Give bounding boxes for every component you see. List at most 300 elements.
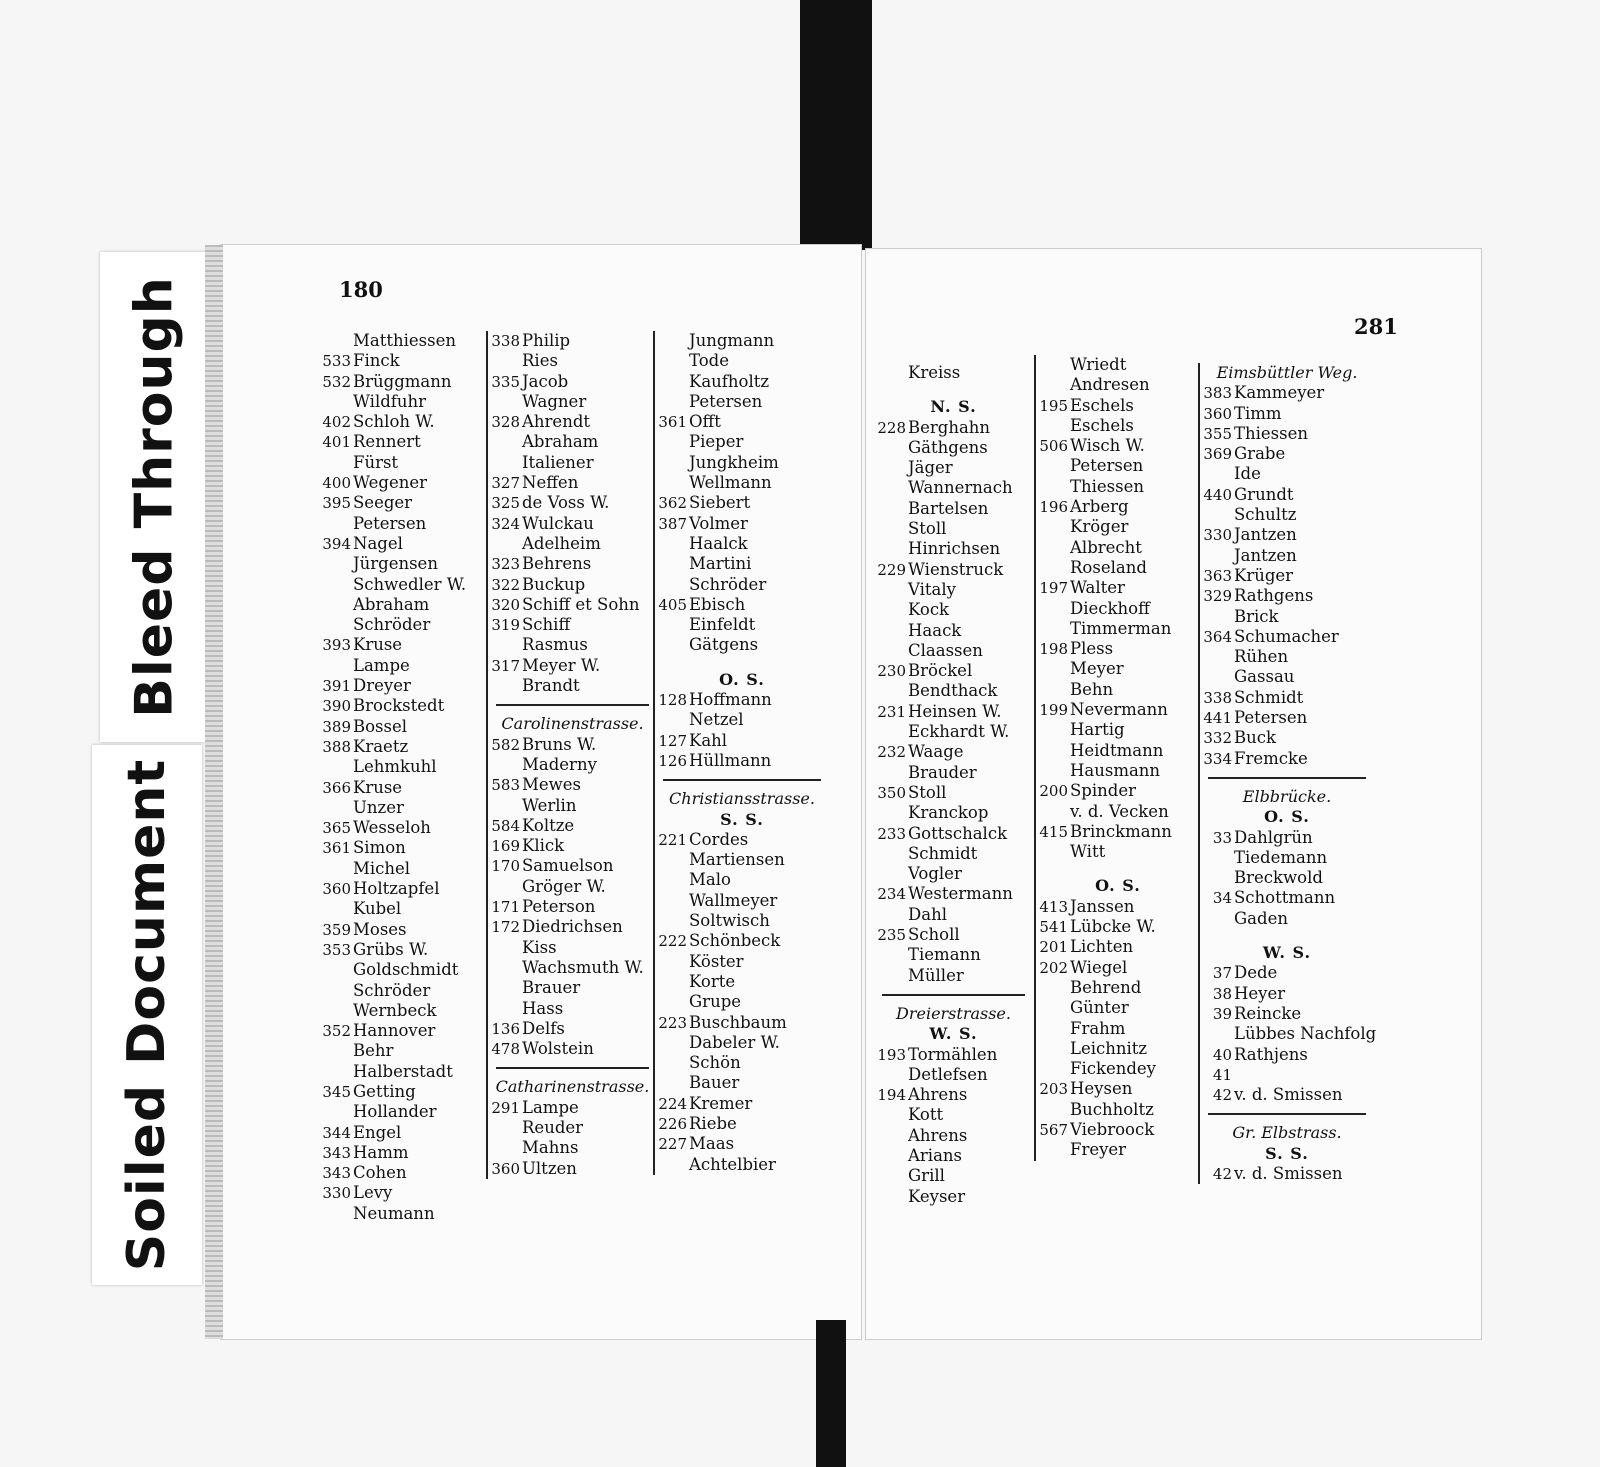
resident-entry [876,1085,1031,1105]
resident-name: Ries [522,351,558,371]
resident-entry [321,372,483,392]
resident-name: Maas [689,1134,735,1154]
resident-name: Spinder [1070,781,1136,801]
resident-name: Bossel [353,716,408,736]
resident-name: Freyer [1070,1140,1127,1160]
resident-name: Gröger W. [522,876,606,896]
house-number: 194 [877,1086,906,1105]
resident-entry [1202,688,1372,708]
house-number: 360 [1203,404,1232,423]
resident-name: Jantzen [1234,545,1297,565]
house-number: 395 [322,494,351,513]
resident-entry [490,473,655,493]
resident-entry [1038,978,1198,998]
house-number: 390 [322,697,351,716]
resident-name: Kröger [1070,517,1129,537]
resident-entry [1038,741,1198,761]
left-page-column-1 [321,331,483,1224]
resident-entry [657,514,827,534]
house-number: 41 [1212,1065,1232,1084]
house-number: 34 [1212,889,1232,908]
resident-entry [1202,1164,1372,1184]
resident-entry [321,899,483,919]
house-number: 38 [1212,984,1232,1003]
house-number: 363 [1203,566,1232,585]
resident-name: Italiener [522,452,594,472]
resident-entry [876,621,1031,641]
resident-entry [876,1065,1031,1085]
house-number: 193 [877,1045,906,1064]
resident-entry [657,493,827,513]
house-number: 171 [491,898,520,917]
resident-entry [1038,680,1198,700]
resident-name: Martini [689,554,752,574]
house-number: 383 [1203,384,1232,403]
resident-entry [657,830,827,850]
resident-name: Koltze [522,815,575,835]
resident-name: Andresen [1070,375,1150,395]
resident-name: Roseland [1070,557,1147,577]
resident-entry [1038,998,1198,1018]
resident-entry [657,575,827,595]
house-number: 230 [877,662,906,681]
resident-name: Kubel [353,899,402,919]
resident-name: Claassen [908,640,983,660]
house-number: 227 [658,1135,687,1154]
resident-name: Walter [1070,578,1125,598]
resident-entry [321,351,483,371]
house-number: 202 [1039,958,1068,977]
resident-entry [876,1166,1031,1186]
resident-entry [490,999,655,1019]
resident-name: Dahlgrün [1234,827,1313,847]
resident-entry [490,432,655,452]
house-number: 352 [322,1022,351,1041]
resident-name: Krüger [1234,565,1294,585]
house-number: 532 [322,372,351,391]
resident-entry [1202,1045,1372,1065]
resident-entry [490,856,655,876]
resident-name: Schultz [1234,505,1297,525]
resident-name: Engel [353,1122,402,1142]
resident-name: Viebroock [1070,1119,1155,1139]
spacer [1202,929,1372,943]
resident-entry [321,595,483,615]
resident-entry [876,478,1031,498]
resident-name: Köster [689,951,744,971]
resident-entry [1038,761,1198,781]
resident-name: Kruse [353,777,403,797]
resident-entry [1202,383,1372,403]
resident-entry [1202,984,1372,1004]
resident-name: Lehmkuhl [353,757,437,777]
resident-name: Moses [353,919,407,939]
resident-entry [490,514,655,534]
resident-name: Klick [522,836,565,856]
resident-entry [657,870,827,890]
resident-name: Bauer [689,1073,740,1093]
house-number: 343 [322,1164,351,1183]
resident-name: Kremer [689,1093,753,1113]
resident-entry [490,534,655,554]
resident-name: Kott [908,1105,944,1125]
resident-name: Gätgens [689,635,759,655]
resident-name: Arians [908,1145,963,1165]
left-page-column-2 [486,331,655,1179]
resident-entry [657,992,827,1012]
resident-name: Hamm [353,1142,409,1162]
resident-entry [321,1041,483,1061]
house-number: 136 [491,1019,520,1038]
resident-name: Ahrens [908,1125,968,1145]
resident-entry [876,763,1031,783]
resident-name: Westermann [908,884,1013,904]
resident-name: Frahm [1070,1018,1126,1038]
resident-name: Wesseloh [353,818,431,838]
resident-entry [657,372,827,392]
resident-name: Keyser [908,1186,966,1206]
resident-entry [490,836,655,856]
resident-entry [876,742,1031,762]
resident-name: Kreiss [908,363,961,382]
resident-entry [490,1118,655,1138]
resident-entry [657,473,827,493]
resident-entry [657,412,827,432]
resident-name: Matthiessen [353,331,456,350]
resident-name: Kruse [353,635,403,655]
resident-name: Petersen [353,513,427,533]
resident-name: Jantzen [1234,525,1297,545]
spacer [1038,862,1198,876]
side-heading: W. S. [1262,943,1312,963]
resident-entry [876,600,1031,620]
house-number: 506 [1039,437,1068,456]
resident-entry [490,755,655,775]
house-number: 533 [322,352,351,371]
resident-entry [490,1019,655,1039]
resident-entry [321,331,483,351]
resident-entry [657,1134,827,1154]
resident-entry [321,473,483,493]
resident-name: Kammeyer [1234,383,1325,403]
resident-entry [876,580,1031,600]
resident-name: Maderny [522,754,597,774]
house-number: 42 [1212,1086,1232,1105]
resident-name: Schiff [522,615,571,635]
resident-name: Behrens [522,554,592,574]
resident-entry [1038,802,1198,822]
resident-name: Janssen [1070,896,1135,916]
resident-name: Riebe [689,1113,737,1133]
resident-entry [1202,1085,1372,1105]
resident-entry [876,824,1031,844]
house-number: 330 [1203,526,1232,545]
resident-name: Heysen [1070,1079,1133,1099]
resident-entry [1038,720,1198,740]
house-number: 360 [491,1159,520,1178]
resident-name: Neumann [353,1203,435,1223]
resident-name: Hausmann [1070,760,1161,780]
resident-name: Holtzapfel [353,879,440,899]
resident-entry [876,966,1031,986]
resident-name: Kaufholtz [689,371,770,391]
resident-entry [1202,566,1372,586]
resident-name: Volmer [689,513,748,533]
resident-entry [1202,667,1372,687]
house-number: 330 [322,1184,351,1203]
side-heading: O. S. [719,669,765,689]
house-number: 235 [877,926,906,945]
side-heading: S. S. [720,809,764,829]
resident-name: Heinsen W. [908,701,1002,721]
resident-name: Dabeler W. [689,1032,780,1052]
resident-entry [1202,963,1372,983]
house-number: 320 [491,595,520,614]
resident-entry [1038,558,1198,578]
resident-entry [1202,464,1372,484]
resident-name: Scholl [908,925,960,945]
house-number: 343 [322,1143,351,1162]
resident-entry [490,595,655,615]
section-divider [882,994,1025,996]
house-number: 200 [1039,782,1068,801]
house-number: 234 [877,885,906,904]
resident-name: Fürst [353,452,399,472]
resident-entry [1202,607,1372,627]
resident-entry [321,1204,483,1224]
resident-entry [490,897,655,917]
resident-entry [657,615,827,635]
side-heading: W. S. [929,1024,978,1044]
house-number: 478 [491,1040,520,1059]
resident-name: Wernbeck [353,1000,437,1020]
resident-name: Levy [353,1183,393,1203]
house-number: 400 [322,474,351,493]
resident-entry [490,331,655,351]
resident-entry [1038,436,1198,456]
right-page [865,248,1482,1340]
resident-name: Rathjens [1234,1044,1308,1064]
resident-name: Jungmann [689,331,775,350]
house-number: 221 [658,830,687,849]
resident-name: Jäger [908,458,953,478]
resident-entry [490,958,655,978]
resident-entry [1202,444,1372,464]
house-number: 198 [1039,640,1068,659]
resident-name: Schön [689,1053,741,1073]
house-number: 344 [322,1123,351,1142]
resident-entry [1202,586,1372,606]
resident-entry [1038,659,1198,679]
house-number: 224 [658,1094,687,1113]
resident-entry [1038,897,1198,917]
house-number: 583 [491,776,520,795]
house-number: 324 [491,514,520,533]
resident-entry [490,453,655,473]
street-heading: Gr. Elbstrass. [1232,1123,1342,1143]
resident-entry [321,859,483,879]
resident-entry [321,1163,483,1183]
resident-entry [490,635,655,655]
resident-entry [321,696,483,716]
resident-entry [490,575,655,595]
resident-entry [321,514,483,534]
resident-entry [490,978,655,998]
resident-entry [1038,781,1198,801]
resident-entry [321,920,483,940]
resident-name: Getting [353,1081,416,1101]
spacer [876,383,1031,397]
resident-name: v. d. Smissen [1234,1085,1343,1105]
resident-entry [1038,538,1198,558]
resident-entry [490,493,655,513]
section-divider [1208,777,1366,779]
resident-entry [876,1187,1031,1207]
resident-entry [876,641,1031,661]
resident-name: Simon [353,838,406,858]
resident-entry [1038,1079,1198,1099]
resident-name: Behrend [1070,977,1142,997]
resident-entry [1038,396,1198,416]
resident-name: Schottmann [1234,888,1336,908]
resident-name: Neffen [522,473,579,493]
house-number: 350 [877,783,906,802]
resident-entry [1038,619,1198,639]
resident-entry [1202,749,1372,769]
resident-entry [321,575,483,595]
resident-name: Timmerman [1070,618,1172,638]
resident-name: Malo [689,870,731,890]
resident-entry [657,453,827,473]
resident-name: Detlefsen [908,1064,988,1084]
resident-entry [876,681,1031,701]
resident-entry [657,911,827,931]
street-heading: Christiansstrasse. [669,789,815,809]
resident-entry [876,1146,1031,1166]
resident-entry [490,796,655,816]
resident-name: Finck [353,351,400,371]
house-number: 584 [491,816,520,835]
resident-name: Brüggmann [353,371,452,391]
house-number: 364 [1203,627,1232,646]
resident-entry [321,1102,483,1122]
resident-name: Wriedt [1070,355,1127,374]
resident-entry [490,372,655,392]
resident-entry [1202,627,1372,647]
house-number: 369 [1203,445,1232,464]
house-number: 355 [1203,424,1232,443]
resident-entry [1038,355,1198,375]
resident-entry [1202,708,1372,728]
resident-name: Kock [908,600,950,620]
resident-entry [321,493,483,513]
house-number: 361 [658,413,687,432]
house-number: 323 [491,555,520,574]
house-number: 231 [877,702,906,721]
resident-entry [657,1013,827,1033]
house-number: 441 [1203,709,1232,728]
right-page-number: 281 [1354,314,1398,339]
resident-entry [490,1098,655,1118]
house-number: 388 [322,737,351,756]
resident-name: Wolstein [522,1039,594,1059]
resident-name: Adelheim [522,533,601,553]
house-number: 394 [322,534,351,553]
resident-name: Behn [1070,679,1114,699]
resident-entry [1038,497,1198,517]
house-number: 567 [1039,1120,1068,1139]
house-number: 353 [322,940,351,959]
resident-name: Kiss [522,937,557,957]
right-page-column-1 [876,349,1031,1207]
resident-entry [1202,546,1372,566]
resident-entry [321,1123,483,1143]
resident-name: Reuder [522,1117,584,1137]
resident-name: Dieckhoff [1070,598,1150,618]
resident-name: Abraham [522,432,599,452]
resident-entry [657,1033,827,1053]
resident-entry [1038,578,1198,598]
resident-entry [1202,1065,1372,1085]
section-divider [663,779,821,781]
resident-name: Schiff et Sohn [522,594,640,614]
resident-entry [657,952,827,972]
resident-entry [321,960,483,980]
resident-entry [657,392,827,412]
resident-name: Brick [1234,606,1279,626]
house-number: 42 [1212,1164,1232,1183]
resident-entry [1038,1039,1198,1059]
house-number: 405 [658,595,687,614]
resident-entry [657,731,827,751]
resident-name: Schönbeck [689,931,781,951]
resident-name: Buckup [522,574,586,594]
street-heading: Dreierstrasse. [896,1003,1011,1023]
resident-name: Haack [908,620,962,640]
resident-name: Meyer W. [522,655,601,675]
resident-name: Nevermann [1070,700,1168,720]
resident-name: Stoll [908,519,947,539]
resident-name: Einfeldt [689,615,756,635]
left-page [220,244,862,1340]
resident-name: Pless [1070,639,1114,659]
resident-name: Korte [689,971,736,991]
resident-entry [490,656,655,676]
house-number: 291 [491,1098,520,1117]
resident-entry [1038,842,1198,862]
resident-entry [657,1053,827,1073]
resident-entry [321,1062,483,1082]
resident-entry [876,803,1031,823]
house-number: 226 [658,1114,687,1133]
resident-name: Kranckop [908,803,989,823]
house-number: 541 [1039,918,1068,937]
house-number: 197 [1039,579,1068,598]
resident-name: Hinrichsen [908,539,1001,559]
resident-name: Wulckau [522,513,594,533]
resident-name: Bröckel [908,661,973,681]
resident-entry [1202,485,1372,505]
resident-name: Mewes [522,775,582,795]
house-number: 170 [491,857,520,876]
house-number: 322 [491,575,520,594]
resident-entry [876,905,1031,925]
resident-name: Vogler [908,864,962,884]
resident-name: Wildfuhr [353,391,427,411]
right-page-column-3 [1198,363,1377,1184]
house-number: 360 [322,880,351,899]
resident-entry [876,418,1031,438]
